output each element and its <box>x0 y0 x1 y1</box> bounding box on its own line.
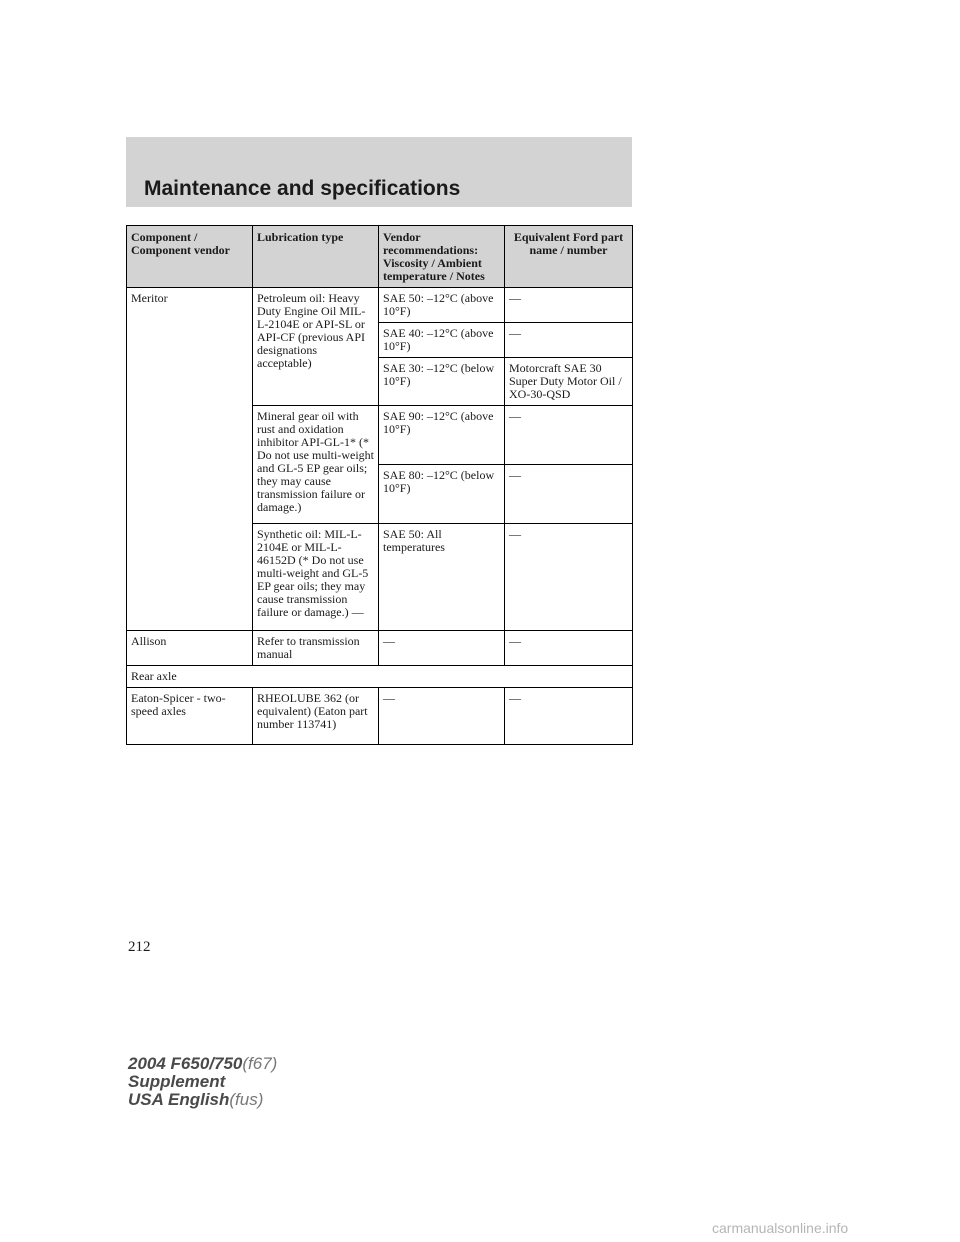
watermark: carmanualsonline.info <box>712 1220 849 1236</box>
section-header-band <box>126 137 632 207</box>
recommendation-cell: — <box>379 631 505 666</box>
vendor-cell: Allison <box>127 631 253 666</box>
vendor-cell: Eaton-Spicer - two-speed axles <box>127 688 253 745</box>
column-header-ford-part: Equivalent Ford part name / number <box>505 226 633 288</box>
ford-part-cell: — <box>505 465 633 524</box>
section-label-rear-axle: Rear axle <box>127 666 633 688</box>
footer-language-code: (fus) <box>229 1090 264 1109</box>
ford-part-cell: — <box>505 406 633 465</box>
recommendation-cell: SAE 80: –12°C (below 10°F) <box>379 465 505 524</box>
footer-supplement: Supplement <box>128 1072 226 1091</box>
ford-part-cell: — <box>505 688 633 745</box>
footer-language: USA English <box>128 1090 230 1109</box>
recommendation-cell: — <box>379 688 505 745</box>
recommendation-cell: SAE 40: –12°C (above 10°F) <box>379 323 505 358</box>
ford-part-cell: Motorcraft SAE 30 Super Duty Motor Oil / XO-30-QSD <box>505 358 633 406</box>
lubricant-spec-table <box>126 225 633 745</box>
table-row <box>127 631 633 666</box>
table-header-row <box>127 226 633 288</box>
column-header-vendor-recommendations: Vendor recommendations: Viscosity / Ambient temperature / Notes <box>379 226 505 288</box>
lubrication-cell: RHEOLUBE 362 (or equivalent) (Eaton part number 113741) <box>253 688 379 745</box>
page-number: 212 <box>128 939 151 955</box>
lubrication-cell: Refer to transmission manual <box>253 631 379 666</box>
section-title: Maintenance and specifications <box>144 177 461 200</box>
footer-model-code: (f67) <box>242 1054 278 1073</box>
ford-part-cell: — <box>505 323 633 358</box>
recommendation-cell: SAE 90: –12°C (above 10°F) <box>379 406 505 465</box>
footer-model: 2004 F650/750 <box>128 1054 243 1073</box>
ford-part-cell: — <box>505 524 633 631</box>
table-row <box>127 688 633 745</box>
vendor-cell: Meritor <box>127 288 253 631</box>
recommendation-cell: SAE 50: All temperatures <box>379 524 505 631</box>
recommendation-cell: SAE 50: –12°C (above 10°F) <box>379 288 505 323</box>
lubrication-cell: Synthetic oil: MIL-L-2104E or MIL-L-46152D (* Do not use multi-weight and GL-5 EP gear oils; they may cause transmission failure or damage.) — <box>253 524 379 631</box>
lubrication-cell: Petroleum oil: Heavy Duty Engine Oil MIL-L-2104E or API-SL or API-CF (previous API designations acceptable) <box>253 288 379 406</box>
column-header-component: Component / Component vendor <box>127 226 253 288</box>
column-header-lubrication: Lubrication type <box>253 226 379 288</box>
ford-part-cell: — <box>505 631 633 666</box>
table-row <box>127 288 633 323</box>
section-row <box>127 666 633 688</box>
recommendation-cell: SAE 30: –12°C (below 10°F) <box>379 358 505 406</box>
lubrication-cell: Mineral gear oil with rust and oxidation inhibitor API-GL-1* (* Do not use multi-weight and GL-5 EP gear oils; they may cause transmission failure or damage.) <box>253 406 379 524</box>
ford-part-cell: — <box>505 288 633 323</box>
document-footer <box>128 1055 277 1109</box>
